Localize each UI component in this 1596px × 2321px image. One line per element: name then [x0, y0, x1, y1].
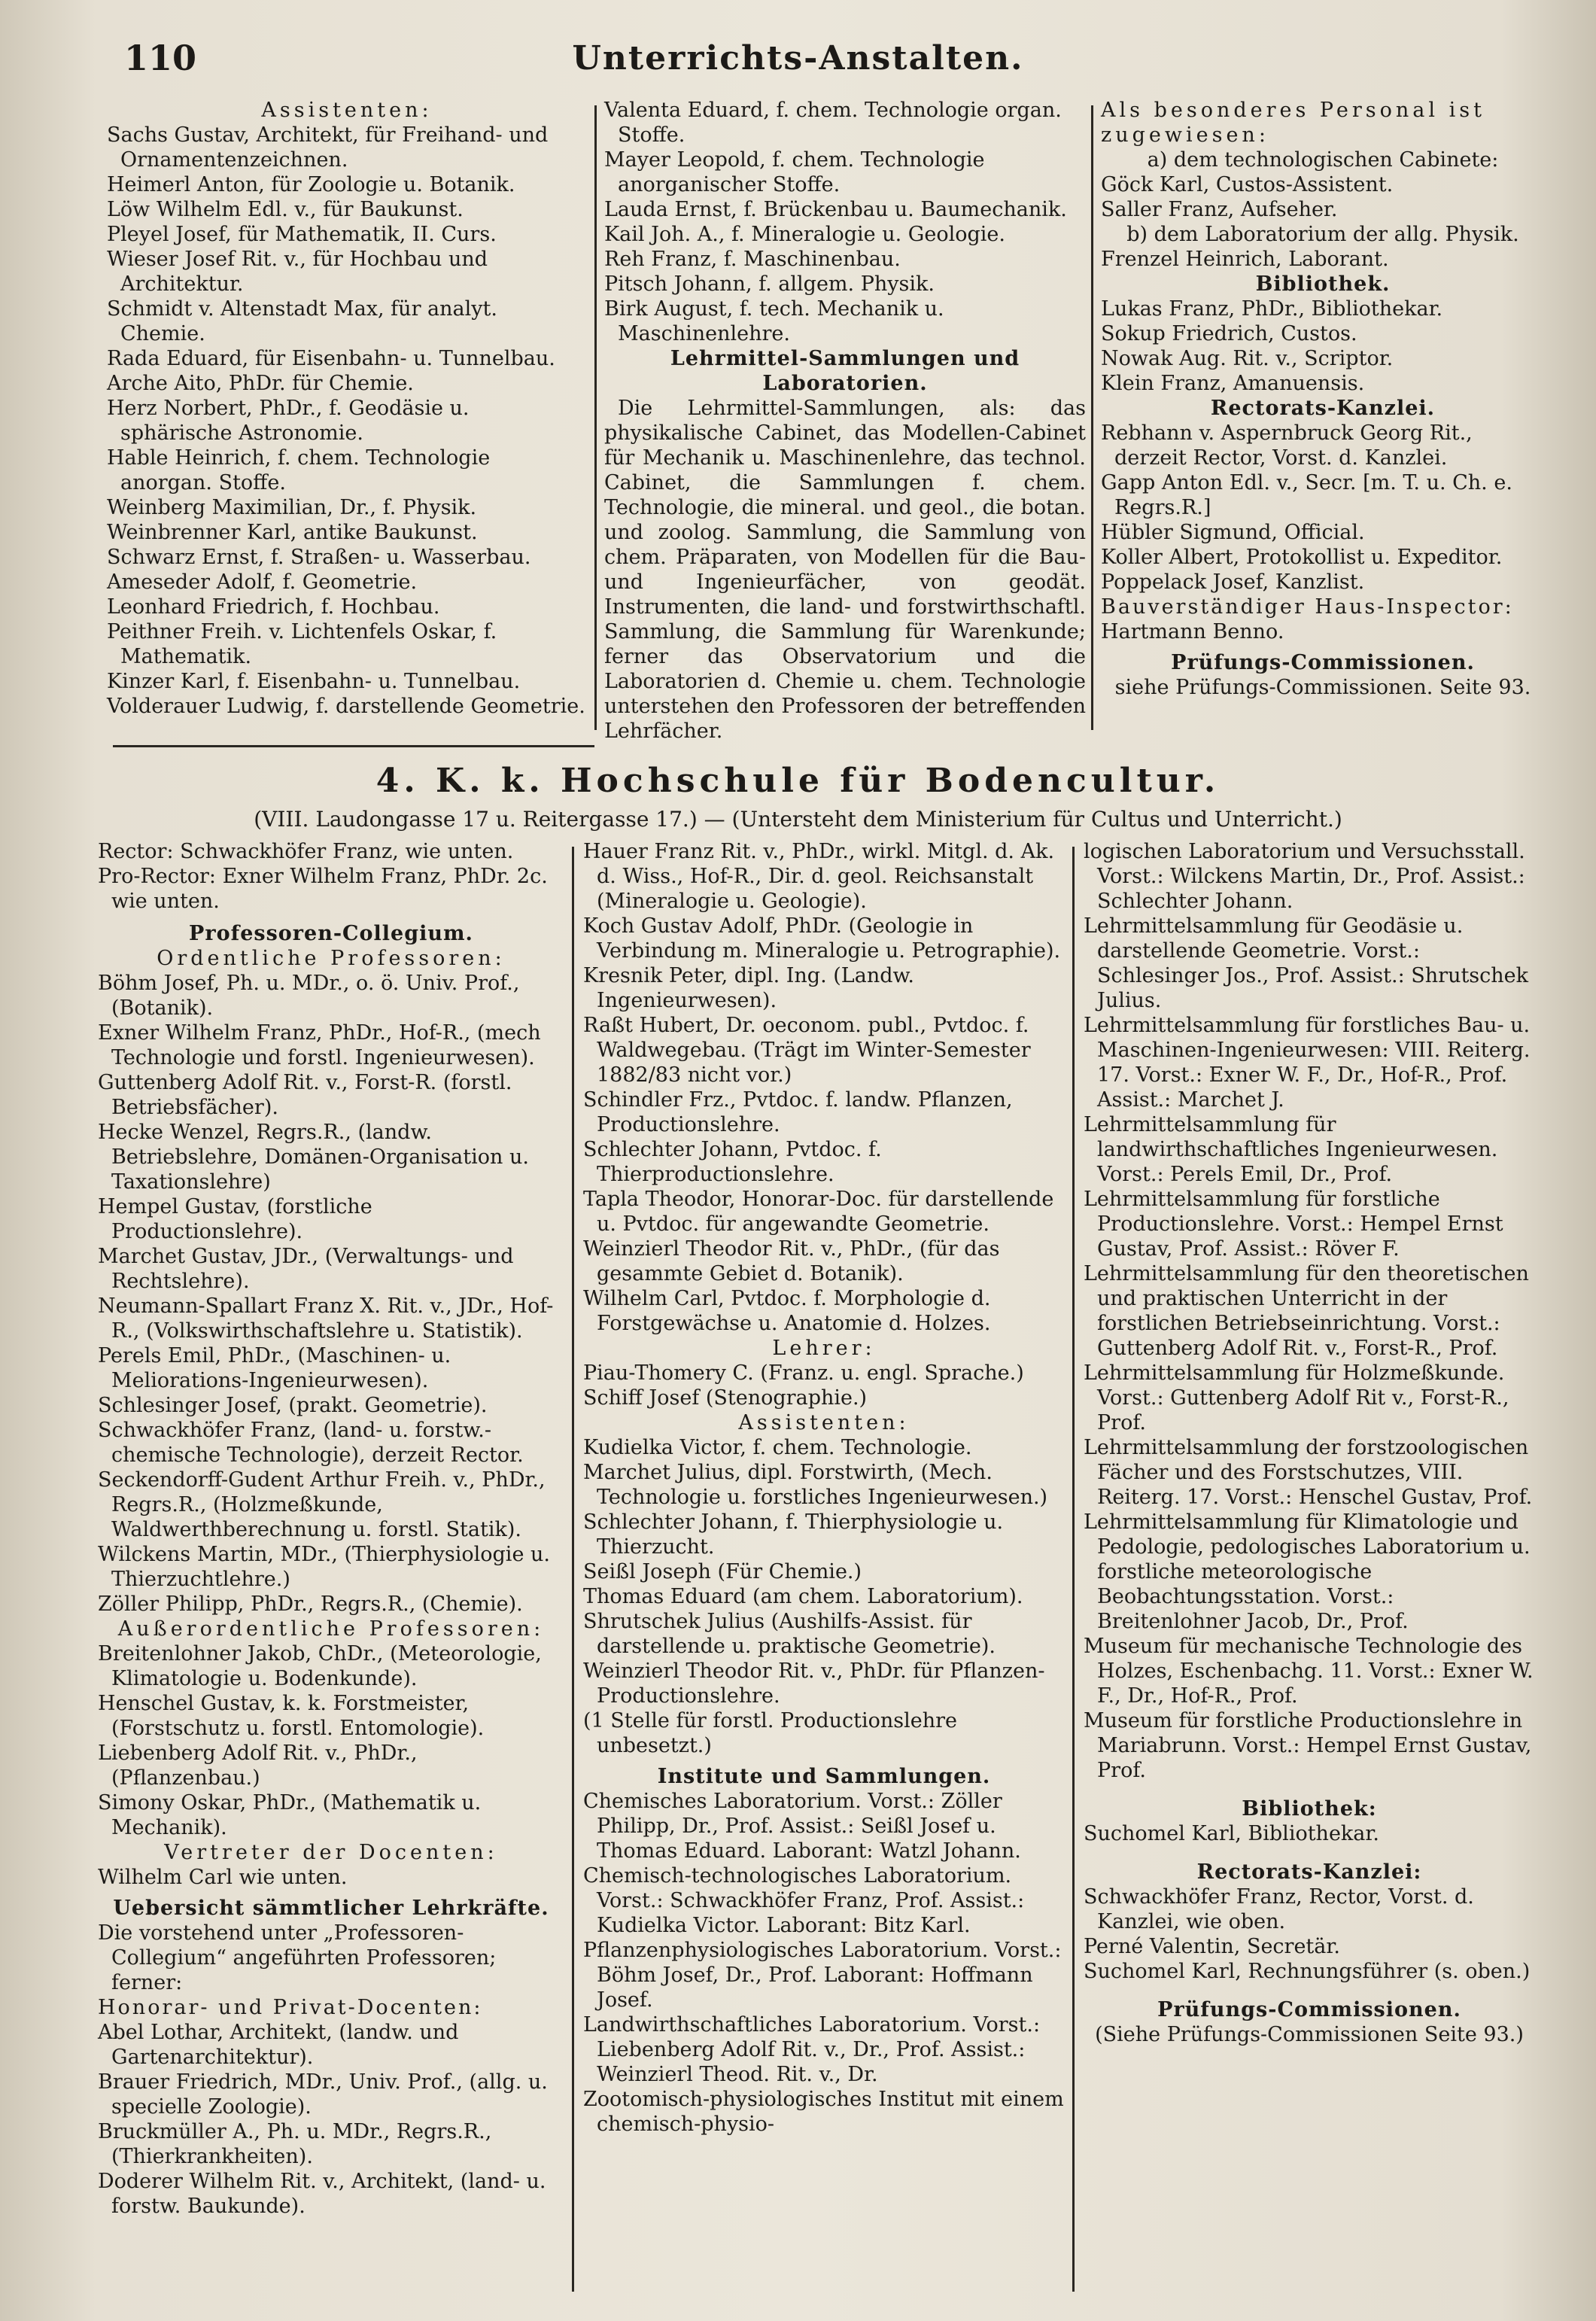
entry-line: Doderer Wilhelm Rit. v., Architekt, (land- u. forstw. Baukunde).	[98, 2170, 546, 2218]
entry-line: Sokup Friedrich, Custos.	[1101, 322, 1357, 345]
list-lehrmittelsammlungen	[1084, 839, 1535, 1783]
entry-line: Perels Emil, PhDr., (Maschinen- u. Meliorations-Ingenieurwesen).	[98, 1344, 451, 1392]
entry-line: Neumann-Spallart Franz X. Rit. v., JDr., Hof-R., (Volkswirthschaftslehre u. Statistik).	[98, 1294, 554, 1343]
entry-line: Liebenberg Adolf Rit. v., PhDr., (Pflanzenbau.)	[98, 1742, 418, 1790]
entry-line: Pflanzenphysiologisches Laboratorium. Vorst.: Böhm Josef, Dr., Prof. Laborant: Hoffmann Josef.	[583, 1939, 1062, 2012]
top-col3-intro: Als besonderes Personal ist zugewiesen:	[1101, 99, 1485, 147]
entry-line: Kresnik Peter, dipl. Ing. (Landw. Ingenieurwesen).	[583, 964, 914, 1012]
sub-lehrer: Lehrer:	[772, 1337, 876, 1360]
entry-line: Lehrmittelsammlung für landwirthschaftliches Ingenieurwesen. Vorst.: Perels Emil, Dr., Prof.	[1084, 1113, 1498, 1186]
entry-line: Birk August, f. tech. Mechanik u. Maschinenlehre.	[604, 297, 944, 345]
entry-line: Schiff Josef (Stenographie.)	[583, 1386, 868, 1410]
entry-line: Arche Aito, PhDr. für Chemie.	[107, 372, 414, 395]
entry-line: Hempel Gustav, (forstliche Productionslehre).	[98, 1195, 372, 1243]
entry-line: Nowak Aug. Rit. v., Scriptor.	[1101, 347, 1394, 370]
entry-line: Löw Wilhelm Edl. v., für Baukunst.	[107, 198, 464, 221]
entry-line: Schlechter Johann, f. Thierphysiologie u. Thierzucht.	[583, 1510, 1004, 1559]
top-col3-list-b	[1101, 247, 1545, 272]
entry-line: Raßt Hubert, Dr. oeconom. publ., Pvtdoc. f. Waldwegebau. (Trägt im Winter-Semester 1882/83 nicht vor.)	[583, 1014, 1031, 1087]
entry-line: Peithner Freih. v. Lichtenfels Oskar, f. Mathematik.	[107, 620, 497, 668]
page-number: 110	[124, 38, 197, 78]
entry-line: Hauer Franz Rit. v., PhDr., wirkl. Mitgl. d. Ak. d. Wiss., Hof-R., Dir. d. geol. Reichsanstalt (Mineralogie u. Geologie).	[583, 840, 1055, 913]
sub-ausserordentliche: Außerordentliche Professoren:	[117, 1617, 545, 1641]
bottom-column-2	[583, 839, 1065, 2137]
top-col1-heading: Assistenten:	[261, 99, 433, 122]
column-divider	[1091, 105, 1093, 730]
bottom-column-1	[98, 839, 564, 2219]
sub-vertreter: Vertreter der Docenten:	[164, 1841, 498, 1864]
entry-line: Gapp Anton Edl. v., Secr. [m. T. u. Ch. e. Regrs.R.]	[1101, 471, 1512, 519]
entry-line: Piau-Thomery C. (Franz. u. engl. Sprache.)	[583, 1361, 1024, 1385]
entry-line: Reh Franz, f. Maschinenbau.	[604, 248, 901, 271]
column-divider	[1072, 847, 1075, 2292]
entry-line: Guttenberg Adolf Rit. v., Forst-R. (forstl. Betriebsfächer).	[98, 1071, 512, 1119]
top-col3-list-a	[1101, 172, 1545, 222]
entry-line: Lauda Ernst, f. Brückenbau u. Baumechanik.	[604, 198, 1067, 221]
top-col2-heading: Lehrmittel-Sammlungen und Laboratorien.	[670, 347, 1020, 395]
entry-line: Marchet Gustav, JDr., (Verwaltungs- und Rechtslehre).	[98, 1245, 514, 1293]
entry-line: Zootomisch-physiologisches Institut mit einem chemisch-physio-	[583, 2088, 1064, 2136]
entry-line: Schwackhöfer Franz, Rector, Vorst. d. Kanzlei, wie oben.	[1084, 1885, 1474, 1933]
entry-line: Lehrmittelsammlung für forstliche Productionslehre. Vorst.: Hempel Ernst Gustav, Prof. Assist.: Röver F.	[1084, 1188, 1503, 1261]
heading-bibliothek: Bibliothek:	[1242, 1797, 1377, 1821]
heading-pruefungs-commissionen: Prüfungs-Commissionen.	[1157, 1998, 1461, 2021]
top-col1-list	[107, 123, 587, 719]
entry-line: Weinberg Maximilian, Dr., f. Physik.	[107, 496, 477, 519]
heading-professoren-collegium: Professoren-Collegium.	[189, 922, 473, 945]
entry-line: Shrutschek Julius (Aushilfs-Assist. für darstellende u. praktische Geometrie).	[583, 1610, 996, 1658]
top-column-2	[604, 98, 1086, 744]
entry-line: Suchomel Karl, Rechnungsführer (s. oben.)	[1084, 1960, 1531, 1983]
entry-line: Schlesinger Josef, (prakt. Geometrie).	[98, 1394, 488, 1417]
entry-line: Wieser Josef Rit. v., für Hochbau und Architektur.	[107, 248, 488, 296]
entry-line: Lehrmittelsammlung für Holzmeßkunde. Vorst.: Guttenberg Adolf Rit v., Forst-R., Prof.	[1084, 1361, 1509, 1434]
top-col2-list	[604, 98, 1086, 346]
entry-line: Göck Karl, Custos-Assistent.	[1101, 173, 1394, 196]
entry-line: Valenta Eduard, f. chem. Technologie organ. Stoffe.	[604, 99, 1062, 147]
top-col3-heading-kanzlei: Rectorats-Kanzlei.	[1210, 397, 1436, 420]
entry-line: Perné Valentin, Secretär.	[1084, 1935, 1340, 1958]
entry-line: Lehrmittelsammlung der forstzoologischen Fächer und des Forstschutzes, VIII. Reiterg. 17. Vorst.: Henschel Gustav, Prof.	[1084, 1436, 1533, 1509]
entry-line: Marchet Julius, dipl. Forstwirth, (Mech. Technologie u. forstliches Ingenieurwesen.)	[583, 1461, 1048, 1509]
entry-line: Chemisch-technologisches Laboratorium. Vorst.: Schwackhöfer Franz, Prof. Assist.: Kudielka Victor. Laborant: Bitz Karl.	[583, 1864, 1025, 1937]
entry-line: Koch Gustav Adolf, PhDr. (Geologie in Verbindung m. Mineralogie u. Petrographie).	[583, 914, 1061, 963]
entry-line: Museum für forstliche Productionslehre in Mariabrunn. Vorst.: Hempel Ernst Gustav, Prof.	[1084, 1709, 1532, 1782]
heading-uebersicht: Uebersicht sämmtlicher Lehrkräfte.	[113, 1897, 549, 1920]
entry-line: Mayer Leopold, f. chem. Technologie anorganischer Stoffe.	[604, 148, 985, 196]
entry-line: Hable Heinrich, f. chem. Technologie anorgan. Stoffe.	[107, 446, 491, 494]
entry-line: Henschel Gustav, k. k. Forstmeister, (Forstschutz u. forstl. Entomologie).	[98, 1692, 485, 1740]
entry-line: Lehrmittelsammlung für Geodäsie u. darstellende Geometrie. Vorst.: Schlesinger Jos., Prof. Assist.: Shrutschek Julius.	[1084, 914, 1529, 1012]
entry-line: Weinzierl Theodor Rit. v., PhDr. für Pflanzen-Productionslehre.	[583, 1659, 1045, 1708]
top-section-rule	[113, 745, 594, 747]
top-col3-hausinspector-label: Bauverständiger Haus-Inspector:	[1101, 595, 1514, 619]
top-column-3	[1101, 98, 1545, 700]
top-col3-pruefung-ref: siehe Prüfungs-Commissionen. Seite 93.	[1114, 676, 1531, 699]
entry-line: Lehrmittelsammlung für den theoretischen und praktischen Unterricht in der forstlichen Betriebseinrichtung. Vorst.: Guttenberg Adolf Rit. v., Forst-R., Prof.	[1084, 1262, 1529, 1360]
entry-line: Abel Lothar, Architekt, (landw. und Gartenarchitektur).	[98, 2021, 459, 2069]
vacancy-note: (1 Stelle für forstl. Productionslehre unbesetzt.)	[583, 1709, 957, 1757]
entry-line: Bruckmüller A., Ph. u. MDr., Regrs.R., (Thierkrankheiten).	[98, 2120, 492, 2168]
entry-line: Herz Norbert, PhDr., f. Geodäsie u. sphärische Astronomie.	[107, 397, 470, 445]
top-col3-list-kanzlei	[1101, 421, 1545, 595]
column-divider	[572, 847, 574, 2292]
entry-line: Leonhard Friedrich, f. Hochbau.	[107, 595, 440, 619]
list-ordentliche-professoren	[98, 971, 564, 1617]
entry-line: Kinzer Karl, f. Eisenbahn- u. Tunnelbau.	[107, 670, 521, 693]
entry-line: Kail Joh. A., f. Mineralogie u. Geologie.	[604, 223, 1005, 246]
entry-line: Volderauer Ludwig, f. darstellende Geometrie.	[107, 695, 585, 718]
sub-ordentliche: Ordentliche Professoren:	[157, 947, 506, 970]
list-docenten-continued	[583, 839, 1065, 1336]
top-col3-hausinspector: Hartmann Benno.	[1101, 620, 1284, 643]
sub-assistenten: Assistenten:	[738, 1411, 910, 1434]
entry-line: Wilckens Martin, MDr., (Thierphysiologie u. Thierzuchtlehre.)	[98, 1543, 550, 1591]
list-institute	[583, 1789, 1065, 2137]
list-rectorats-kanzlei	[1084, 1884, 1535, 1984]
entry-line: Thomas Eduard (am chem. Laboratorium).	[583, 1585, 1023, 1608]
top-col3-sub-a: a) dem technologischen Cabinete:	[1147, 148, 1499, 172]
entry-line: Seißl Joseph (Für Chemie.)	[583, 1560, 862, 1583]
entry-line: Poppelack Josef, Kanzlist.	[1101, 570, 1365, 594]
entry-line: Böhm Josef, Ph. u. MDr., o. ö. Univ. Prof., (Botanik).	[98, 972, 520, 1020]
entry-line: Tapla Theodor, Honorar-Doc. für darstellende u. Pvtdoc. für angewandte Geometrie.	[583, 1188, 1054, 1236]
entry-line: Lukas Franz, PhDr., Bibliothekar.	[1101, 297, 1443, 321]
entry-line: Brauer Friedrich, MDr., Univ. Prof., (allg. u. specielle Zoologie).	[98, 2070, 548, 2119]
heading-institute: Institute und Sammlungen.	[657, 1765, 991, 1788]
entry-line: Weinbrenner Karl, antike Baukunst.	[107, 521, 478, 544]
entry-line: Landwirthschaftliches Laboratorium. Vorst.: Liebenberg Adolf Rit. v., Dr., Prof. Assist.: Weinzierl Theod. Rit. v., Dr.	[583, 2013, 1041, 2086]
entry-line: logischen Laboratorium und Versuchsstall. Vorst.: Wilckens Martin, Dr., Prof. Assist.: Schlechter Johann.	[1084, 840, 1525, 913]
entry-line: Chemisches Laboratorium. Vorst.: Zöller Philipp, Dr., Prof. Assist.: Seißl Josef u. Thomas Eduard. Laborant: Watzl Johann.	[583, 1790, 1021, 1863]
entry-line: Seckendorff-Gudent Arthur Freih. v., PhDr., Regrs.R., (Holzmeßkunde, Waldwerthberechnung u. forstl. Statik).	[98, 1468, 546, 1541]
bibliothek-line: Suchomel Karl, Bibliothekar.	[1084, 1822, 1379, 1845]
entry-line: Museum für mechanische Technologie des Holzes, Eschenbachg. 11. Vorst.: Exner W. F., Dr., Hof-R., Prof.	[1084, 1635, 1534, 1708]
entry-line: Heimerl Anton, für Zoologie u. Botanik.	[107, 173, 515, 196]
entry-line: Zöller Philipp, PhDr., Regrs.R., (Chemie).	[98, 1592, 523, 1616]
entry-line: Ameseder Adolf, f. Geometrie.	[107, 570, 418, 594]
entry-line: Schwarz Ernst, f. Straßen- u. Wasserbau.	[107, 546, 531, 569]
top-column-1	[107, 98, 587, 719]
entry-line: Simony Oskar, PhDr., (Mathematik u. Mechanik).	[98, 1791, 482, 1839]
entry-line: Klein Franz, Amanuensis.	[1101, 372, 1365, 395]
list-ausserordentliche-professoren	[98, 1641, 564, 1840]
entry-line: Hübler Sigmund, Official.	[1101, 521, 1365, 544]
sub-honorar-privat-docenten: Honorar- und Privat-Docenten:	[98, 1996, 483, 2019]
entry-line: Exner Wilhelm Franz, PhDr., Hof-R., (mech Technologie und forstl. Ingenieurwesen).	[98, 1021, 541, 1069]
top-col3-heading-pruefung: Prüfungs-Commissionen.	[1171, 651, 1475, 674]
entry-line: Weinzierl Theodor Rit. v., PhDr., (für das gesammte Gebiet d. Botanik).	[583, 1237, 1000, 1285]
column-divider	[594, 105, 597, 730]
entry-line: Wilhelm Carl, Pvtdoc. f. Morphologie d. Forstgewächse u. Anatomie d. Holzes.	[583, 1287, 991, 1335]
entry-line: Breitenlohner Jakob, ChDr., (Meteorologie, Klimatologie u. Bodenkunde).	[98, 1642, 542, 1690]
entry-line: Lehrmittelsammlung für Klimatologie und Pedologie, pedologisches Laboratorium u. forstliche meteorologische Beobachtungsstation. Vorst.: Breitenlohner Jacob, Dr., Prof.	[1084, 1510, 1531, 1633]
pruefungs-commissionen-ref: (Siehe Prüfungs-Commissionen Seite 93.)	[1095, 2023, 1524, 2046]
list-docenten	[98, 2020, 564, 2219]
entry-line: Rebhann v. Aspernbruck Georg Rit., derzeit Rector, Vorst. d. Kanzlei.	[1101, 421, 1473, 470]
entry-line: Kudielka Victor, f. chem. Technologie.	[583, 1436, 972, 1459]
section-subtitle: (VIII. Laudongasse 17 u. Reitergasse 17.) — (Untersteht dem Ministerium für Cultus und Unterricht.)	[254, 807, 1342, 832]
entry-line: Schindler Frz., Pvtdoc. f. landw. Pflanzen, Productionslehre.	[583, 1088, 1013, 1136]
entry-line: Pitsch Johann, f. allgem. Physik.	[604, 272, 935, 296]
rector-line: Rector: Schwackhöfer Franz, wie unten.	[98, 840, 514, 863]
entry-line: Pleyel Josef, für Mathematik, II. Curs.	[107, 223, 497, 246]
entry-line: Saller Franz, Aufseher.	[1101, 198, 1338, 221]
entry-line: Schwackhöfer Franz, (land- u. forstw.-chemische Technologie), derzeit Rector.	[98, 1419, 524, 1467]
top-col3-heading-bibliothek: Bibliothek.	[1255, 272, 1391, 296]
list-lehrer	[583, 1361, 1065, 1410]
running-head: Unterrichts-Anstalten.	[572, 39, 1024, 78]
section-title: 4. K. k. Hochschule für Bodencultur.	[375, 762, 1221, 800]
entry-line: Schmidt v. Altenstadt Max, für analyt. Chemie.	[107, 297, 497, 345]
prorector-line: Pro-Rector: Exner Wilhelm Franz, PhDr. 2c. wie unten.	[98, 865, 548, 913]
entry-line: Frenzel Heinrich, Laborant.	[1101, 248, 1389, 271]
vertreter-line: Wilhelm Carl wie unten.	[98, 1866, 348, 1889]
entry-line: Koller Albert, Protokollist u. Expeditor.	[1101, 546, 1503, 569]
top-col2-paragraph: Die Lehrmittel-Sammlungen, als: das physikalische Cabinet, das Modellen-Cabinet für Mechanik u. Maschinenlehre, das technol. Cabinet, die Sammlungen f. chem. Technologie, die mineral. und geol., die botan. und zoolog. Sammlung, die Sammlung von chem. Präparaten, von Modellen für die Bau- und Ingenieurfächer, von geodät. Instrumenten, die land- und forstwirthschaftl. Sammlung, die Sammlung für Warenkunde; ferner das Observatorium und die Laboratorien d. Chemie u. chem. Technologie unterstehen den Professoren der betreffenden Lehrfächer.	[604, 397, 1086, 743]
entry-line: Rada Eduard, für Eisenbahn- u. Tunnelbau.	[107, 347, 555, 370]
list-assistenten	[583, 1435, 1065, 1708]
entry-line: Lehrmittelsammlung für forstliches Bau- u. Maschinen-Ingenieurwesen: VIII. Reiterg. 17. Vorst.: Exner W. F., Dr., Hof-R., Prof. Assist.: Marchet J.	[1084, 1014, 1531, 1112]
top-col3-list-bibliothek	[1101, 297, 1545, 396]
uebersicht-intro: Die vorstehend unter „Professoren-Collegium“ angeführten Professoren; ferner:	[98, 1921, 497, 1994]
top-col3-sub-b: b) dem Laboratorium der allg. Physik.	[1126, 223, 1519, 246]
entry-line: Sachs Gustav, Architekt, für Freihand- und Ornamentenzeichnen.	[107, 123, 549, 172]
bottom-column-3	[1084, 839, 1535, 2047]
entry-line: Hecke Wenzel, Regrs.R., (landw. Betriebslehre, Domänen-Organisation u. Taxationslehre)	[98, 1121, 529, 1194]
entry-line: Schlechter Johann, Pvtdoc. f. Thierproductionslehre.	[583, 1138, 882, 1186]
heading-rectorats-kanzlei: Rectorats-Kanzlei:	[1196, 1860, 1422, 1884]
